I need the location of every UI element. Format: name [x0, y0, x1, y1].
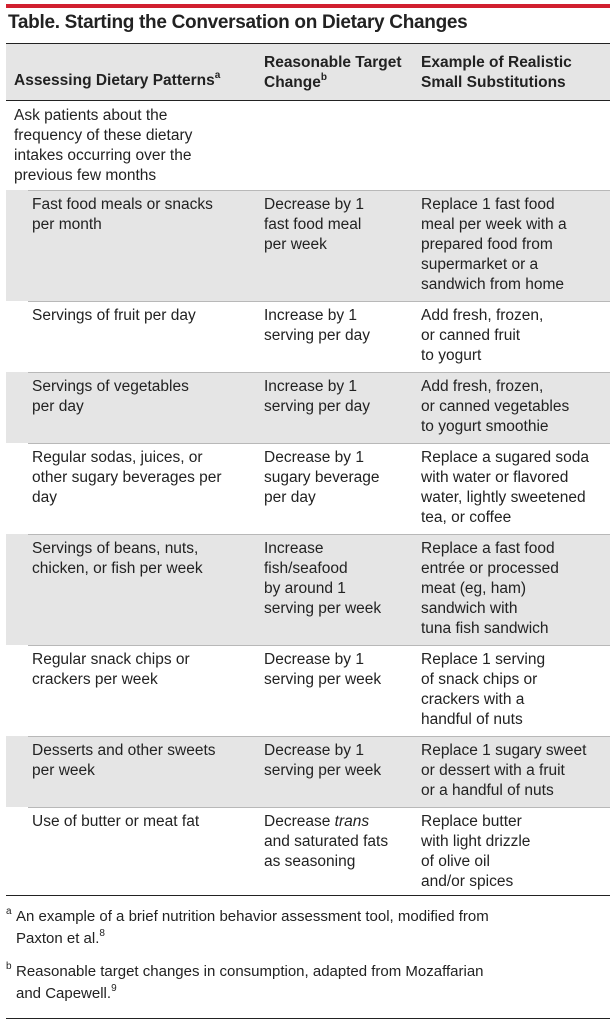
example-cell: Replace 1 serving of snack chips or crackers with a handful of nuts: [421, 651, 546, 728]
example-cell: Replace 1 fast food meal per week with a prepared food from supermarket or a sandwich from home: [421, 196, 567, 293]
row-divider: [28, 372, 610, 373]
table-row: [6, 190, 610, 301]
footnote-a-mark: a: [6, 906, 12, 917]
table-row: [6, 736, 610, 807]
table-row: [6, 443, 610, 534]
pattern-cell: Servings of fruit per day: [32, 307, 196, 324]
row-divider: [28, 190, 610, 191]
pattern-cell: Fast food meals or snacks per month: [32, 196, 213, 233]
table-row: [6, 645, 610, 736]
pattern-cell: Regular sodas, juices, or other sugary beverages per day: [32, 449, 222, 506]
example-cell: Replace 1 sugary sweet or dessert with a fruit or a handful of nuts: [421, 742, 587, 799]
row-divider: [28, 443, 610, 444]
end-divider: [6, 1018, 610, 1019]
accent-rule: [6, 4, 610, 8]
table-row: [6, 301, 610, 372]
section-label: Ask patients about the frequency of these dietary intakes occurring over the previous few months: [14, 107, 193, 184]
table-row: [6, 807, 610, 895]
header-reasonable-target-change: Reasonable Target Change$^b$: [264, 54, 402, 91]
footnote-mark-a: a: [214, 69, 221, 81]
example-cell: Add fresh, frozen, or canned fruit to yogurt: [421, 307, 544, 364]
table-row: [6, 372, 610, 443]
target-cell: Decrease trans and saturated fats as seasoning: [264, 812, 414, 872]
pattern-cell: Servings of vegetables per day: [32, 378, 189, 415]
row-divider: [28, 807, 610, 808]
row-divider: [28, 736, 610, 737]
table-header: [6, 44, 610, 100]
pattern-cell: Regular snack chips or crackers per week: [32, 651, 190, 688]
target-line-trans: Decrease trans: [264, 813, 370, 830]
pattern-cell: Servings of beans, nuts, chicken, or fish per week: [32, 540, 203, 577]
pattern-cell: Desserts and other sweets per week: [32, 742, 216, 779]
target-cell: Increase by 1 serving per day: [264, 378, 370, 415]
target-cell: Decrease by 1 serving per week: [264, 742, 382, 779]
table-bottom-divider: [6, 895, 610, 896]
row-divider: [28, 301, 610, 302]
section-label-row: [6, 101, 610, 190]
pattern-cell: Use of butter or meat fat: [32, 813, 200, 830]
header-assessing-dietary-patterns: Assessing Dietary Patterns$^a$: [14, 69, 221, 89]
target-cell: Decrease by 1 serving per week: [264, 651, 382, 688]
footnote-b: b Reasonable target changes in consumption, adapted from Mozaffarian and Capewell.$^9$: [6, 961, 596, 1005]
target-cell: Decrease by 1 fast food meal per week: [264, 196, 364, 253]
footnote-a-ref: 8: [99, 928, 105, 939]
row-divider: [28, 534, 610, 535]
row-divider: [28, 645, 610, 646]
target-cell: Increase by 1 serving per day: [264, 307, 370, 344]
footnote-b-mark: b: [6, 961, 12, 972]
example-cell: Replace a sugared soda with water or flavored water, lightly sweetened tea, or coffee: [421, 449, 590, 526]
table-row: [6, 534, 610, 645]
header-example-substitutions: Example of Realistic Small Substitutions: [421, 54, 572, 91]
target-cell: Decrease by 1 sugary beverage per day: [264, 449, 380, 506]
table-title: Table. Starting the Conversation on Dietary Changes: [8, 12, 468, 33]
footnote-mark-b: b: [320, 71, 327, 83]
footnote-a: a An example of a brief nutrition behavior assessment tool, modified from Paxton et al.$^8$: [6, 906, 596, 950]
target-cell: Increase fish/seafood by around 1 serving per week: [264, 540, 382, 617]
example-cell: Replace butter with light drizzle of olive oil and/or spices: [421, 813, 531, 890]
footnote-b-ref: 9: [111, 983, 117, 994]
example-cell: Replace a fast food entrée or processed meat (eg, ham) sandwich with tuna fish sandwich: [421, 540, 559, 637]
example-cell: Add fresh, frozen, or canned vegetables to yogurt smoothie: [421, 378, 570, 435]
